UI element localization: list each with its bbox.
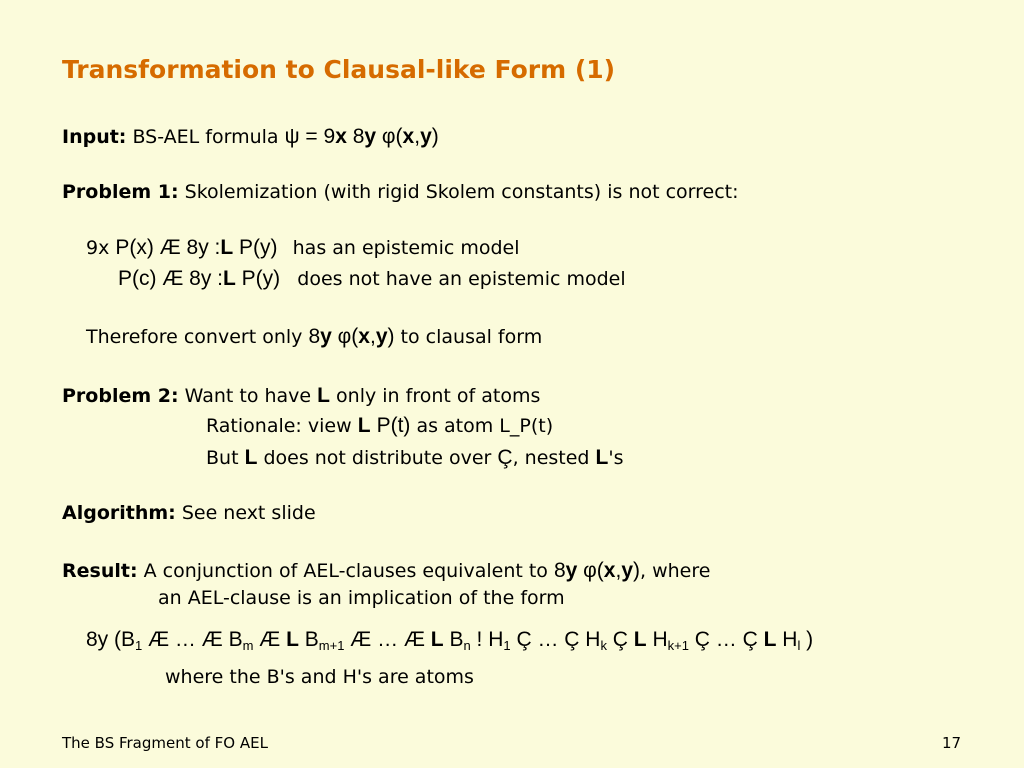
problem1-ex1-formula: 9x P(x) Æ 8y :L P(y)	[86, 236, 278, 259]
problem2-line1	[62, 384, 540, 408]
result-line1-formula: 8y φ(x,y)	[553, 559, 641, 582]
result-note: where the B's and H's are atoms	[165, 666, 474, 688]
problem2-label: Problem 2:	[62, 385, 179, 407]
problem2-line3-mid: does not distribute over	[263, 447, 492, 469]
problem2-line1-L: L	[317, 384, 330, 407]
problem2-line2-pre: Rationale: view	[206, 415, 352, 437]
problem1-label: Problem 1:	[62, 181, 179, 203]
result-line1-post: , where	[640, 560, 711, 582]
result-line1-pre: A conjunction of AEL-clauses equivalent to	[143, 560, 548, 582]
algorithm-line	[62, 502, 316, 524]
problem2-line2-post: as atom L_P(t)	[416, 415, 554, 437]
problem2-line3-pre: But	[206, 447, 239, 469]
problem1-example1	[86, 236, 520, 260]
problem2-line2-mid: P(t)	[376, 414, 411, 437]
algorithm-label: Algorithm:	[62, 502, 176, 524]
input-line	[62, 125, 439, 149]
slide-title: Transformation to Clausal-like Form (1)	[62, 55, 616, 84]
page-number: 17	[942, 734, 962, 752]
problem1-line	[62, 181, 739, 203]
problem1-ex1-note: has an epistemic model	[292, 237, 520, 259]
problem2-line3	[206, 446, 624, 470]
problem1-text: Skolemization (with rigid Skolem constants) is not correct:	[184, 181, 739, 203]
problem2-line3-sym: Ç	[497, 446, 513, 469]
problem1-conclusion-post: to clausal form	[400, 326, 543, 348]
algorithm-text: See next slide	[181, 502, 316, 524]
problem2-line2-L: L	[357, 414, 371, 437]
problem1-conclusion	[86, 325, 542, 349]
problem1-example2	[118, 267, 626, 291]
problem2-line3-end: 's	[608, 447, 624, 469]
problem1-ex2-note: does not have an epistemic model	[297, 268, 626, 290]
input-formula: ψ = 9x 8y φ(x,y)	[284, 125, 439, 148]
problem2-line3-L: L	[244, 446, 258, 469]
result-line2: an AEL-clause is an implication of the form	[158, 587, 565, 609]
problem1-conclusion-pre: Therefore convert only	[86, 326, 303, 348]
input-text: BS-AEL formula	[132, 126, 279, 148]
problem2-line1-pre: Want to have	[184, 385, 312, 407]
problem2-line3-post: , nested	[512, 447, 590, 469]
result-label: Result:	[62, 560, 138, 582]
problem2-line1-post: only in front of atoms	[336, 385, 541, 407]
problem2-line2	[206, 414, 553, 438]
problem1-ex2-formula: P(c) Æ 8y :L P(y)	[118, 267, 281, 290]
problem1-conclusion-formula: 8y φ(x,y)	[308, 325, 395, 348]
input-label: Input:	[62, 126, 127, 148]
problem2-line3-L2: L	[595, 446, 609, 469]
result-line1	[62, 559, 710, 583]
footer-title: The BS Fragment of FO AEL	[62, 734, 268, 752]
result-clause-formula: 8y ($B_1$ Æ … Æ $B_m$ Æ L $B_{m+1}$ Æ … Æ L $B_n$ ! $H_1$ Ç … Ç $H_k$ Ç L $H_{k+1}$ Ç … Ç L $H_l$ )	[86, 628, 814, 653]
